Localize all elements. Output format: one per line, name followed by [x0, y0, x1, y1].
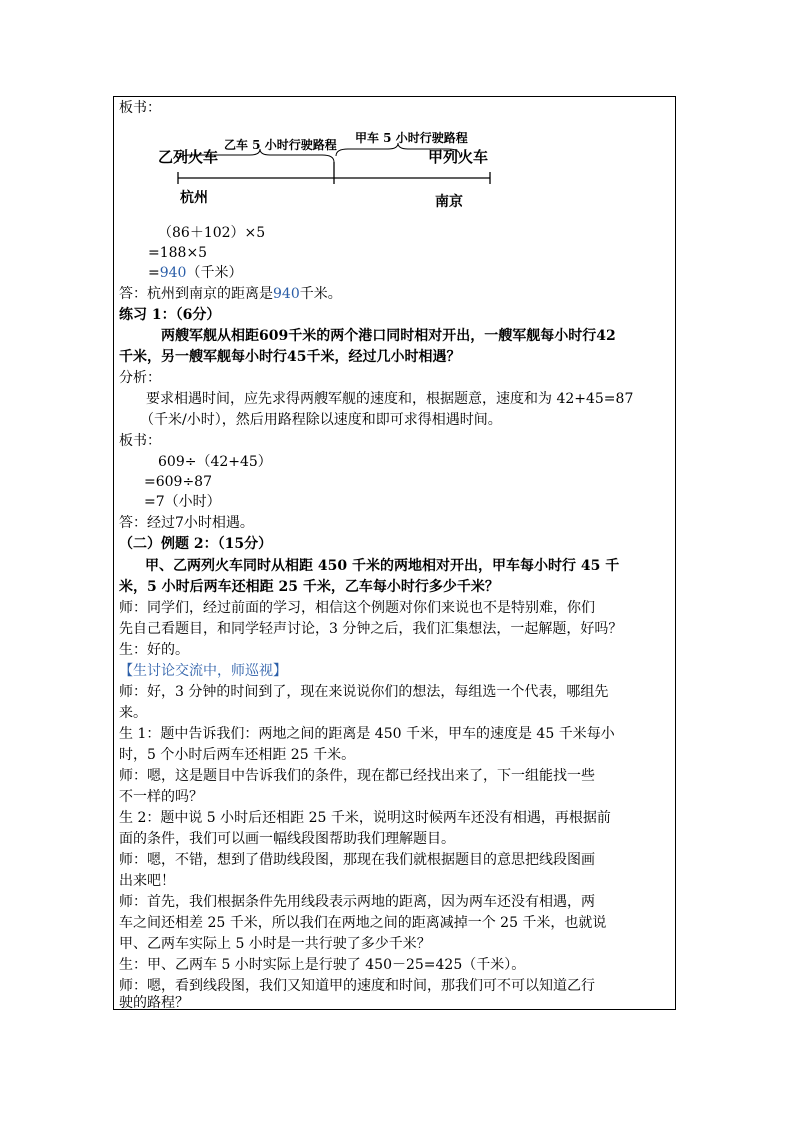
- calc1-line1: （86＋102）×5: [158, 225, 266, 241]
- line-segment-diagram: [150, 122, 510, 222]
- example2-title: （二）例题 2：（15分）: [119, 536, 273, 552]
- board-label-2: 板书：: [119, 433, 161, 449]
- dialogue-line: 师：嗯，不错，想到了借助线段图，那现在我们就根据题目的意思把线段图画: [119, 852, 595, 868]
- practice1-calc3: =7（小时）: [144, 494, 221, 510]
- practice1-title: 练习 1：（6分）: [119, 307, 221, 323]
- calc1-line2: =188×5: [148, 245, 208, 261]
- dialogue-line: 师：同学们，经过前面的学习，相信这个例题对你们来说也不是特别难，你们: [119, 600, 595, 616]
- practice1-question-line2: 千米，另一艘军舰每小时行45千米，经过几小时相遇？: [119, 349, 461, 365]
- dialogue-line: 生：甲、乙两车 5 小时实际上是行驶了 450－25=425（千米）。: [119, 957, 526, 973]
- dialogue-line: 师：嗯，看到线段图，我们又知道甲的速度和时间，那我们可不可以知道乙行: [119, 978, 595, 994]
- dialogue-line: 师：首先，我们根据条件先用线段表示两地的距离，因为两车还没有相遇，两: [119, 894, 595, 910]
- dialogue-line: 生 1：题中告诉我们：两地之间的距离是 450 千米，甲车的速度是 45 千米每小: [119, 726, 615, 742]
- dialogue-line: 先自己看题目，和同学轻声讨论，3 分钟之后，我们汇集想法，一起解题，好吗？: [119, 621, 623, 637]
- practice1-calc2: =609÷87: [144, 474, 212, 490]
- practice1-calc1: 609÷（42+45）: [158, 454, 272, 470]
- analysis-label: 分析：: [119, 370, 161, 386]
- dialogue-line: 不一样的吗？: [119, 789, 203, 805]
- dialogue-line: 驶的路程？: [119, 995, 189, 1011]
- label-jia-route: 甲车 5 小时行驶路程: [355, 131, 468, 145]
- dialogue-line: 生：好的。: [119, 642, 189, 658]
- example2-question-line1: 甲、乙两列火车同时从相距 450 千米的两地相对开出，甲车每小时行 45 千: [145, 558, 620, 574]
- practice1-answer: 答：经过7小时相遇。: [119, 515, 254, 531]
- dialogue-line: 来。: [119, 705, 147, 721]
- label-yi-route: 乙车 5 小时行驶路程: [224, 138, 337, 152]
- analysis-line2: （千米/小时），然后用路程除以速度和即可求得相遇时间。: [140, 412, 502, 428]
- practice1-question-line1: 两艘军舰从相距609千米的两个港口同时相对开出，一艘军舰每小时行42: [161, 328, 616, 344]
- train-yi-label: 乙列火车: [158, 148, 219, 166]
- dialogue-line: 甲、乙两车实际上 5 小时是一共行驶了多少千米？: [119, 936, 431, 952]
- dialogue-line: 【生讨论交流中，师巡视】: [119, 663, 287, 679]
- analysis-line1: 要求相遇时间，应先求得两艘军舰的速度和，根据题意，速度和为 42+45=87: [146, 391, 634, 407]
- dialogue-line: 出来吧！: [119, 873, 175, 889]
- answer1: 答：杭州到南京的距离是940千米。: [119, 286, 342, 302]
- calc1-line3: =940（千米）: [148, 265, 243, 281]
- dialogue-line: 生 2：题中说 5 小时后还相距 25 千米，说明这时候两车还没有相遇，再根据前: [119, 810, 611, 826]
- dialogue-line: 面的条件，我们可以画一幅线段图帮助我们理解题目。: [119, 831, 455, 847]
- dialogue-line: 时，5 个小时后两车还相距 25 千米。: [119, 747, 356, 763]
- dialogue-line: 师：嗯，这是题目中告诉我们的条件，现在都已经找出来了，下一组能找一些: [119, 768, 595, 784]
- board-label: 板书：: [119, 100, 161, 116]
- city-right: 南京: [435, 194, 463, 210]
- dialogue-line: 车之间还相差 25 千米，所以我们在两地之间的距离减掉一个 25 千米，也就说: [119, 915, 607, 931]
- city-left: 杭州: [180, 190, 208, 206]
- train-jia-label: 甲列火车: [428, 148, 489, 166]
- dialogue-line: 师：好，3 分钟的时间到了，现在来说说你们的想法，每组选一个代表，哪组先: [119, 684, 609, 700]
- example2-question-line2: 米，5 小时后两车还相距 25 千米，乙车每小时行多少千米？: [119, 579, 499, 595]
